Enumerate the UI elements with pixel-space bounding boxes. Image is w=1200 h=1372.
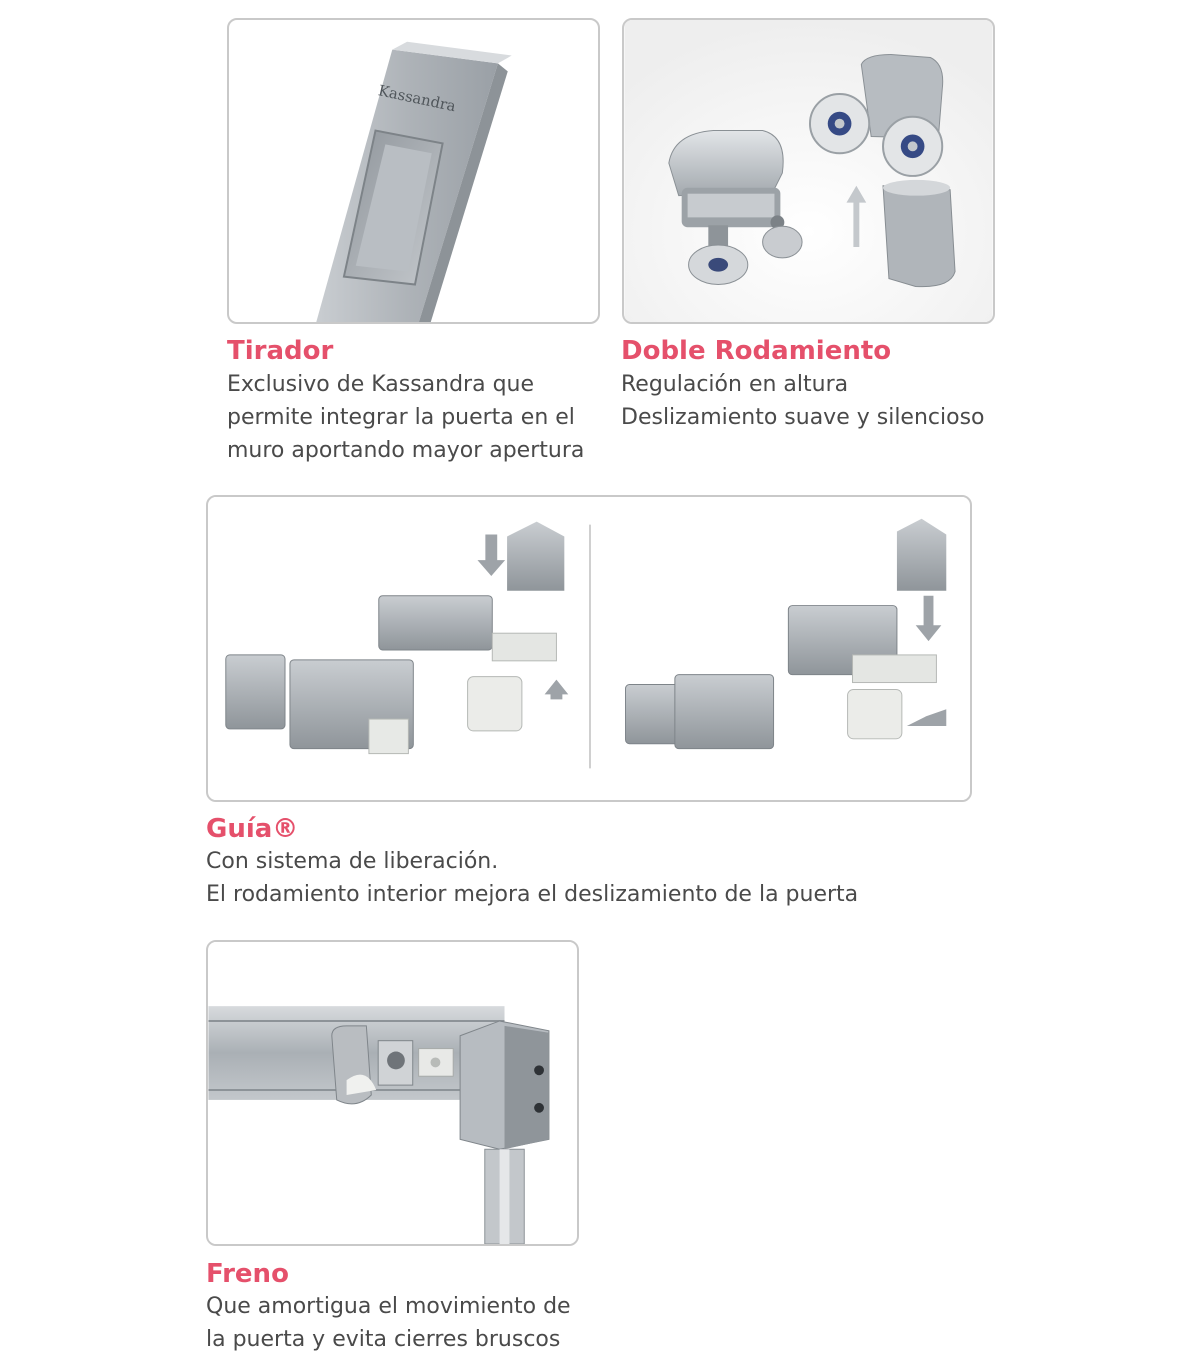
guia-title: Guía® (206, 814, 299, 844)
tirador-title: Tirador (227, 336, 334, 366)
desc-line: la puerta y evita cierres bruscos (206, 1327, 561, 1352)
freno-title: Freno (206, 1259, 289, 1289)
freno-description (206, 1290, 571, 1356)
desc-line: Exclusivo de Kassandra que (227, 372, 535, 397)
guia-description (206, 845, 858, 911)
freno-image-card (206, 940, 579, 1246)
guia-image-card (206, 495, 972, 802)
desc-line: permite integrar la puerta en el (227, 405, 575, 430)
desc-line: Con sistema de liberación. (206, 849, 499, 874)
desc-line: muro aportando mayor apertura (227, 438, 585, 463)
desc-line: El rodamiento interior mejora el deslizamiento de la puerta (206, 882, 859, 907)
tirador-image-card (227, 18, 600, 324)
brand-mark: Kassandra (376, 82, 458, 116)
doble-rodamiento-description (621, 368, 985, 434)
guide-illustration (208, 497, 970, 800)
doble-rodamiento-image-card (622, 18, 995, 324)
desc-line: Regulación en altura (621, 372, 849, 397)
desc-line: Deslizamiento suave y silencioso (621, 405, 985, 430)
pull-handle-illustration (229, 20, 598, 322)
brake-illustration (208, 942, 577, 1244)
doble-rodamiento-title: Doble Rodamiento (621, 336, 892, 366)
double-roller-illustration (624, 20, 993, 322)
desc-line: Que amortigua el movimiento de (206, 1294, 571, 1319)
tirador-description (227, 368, 584, 467)
